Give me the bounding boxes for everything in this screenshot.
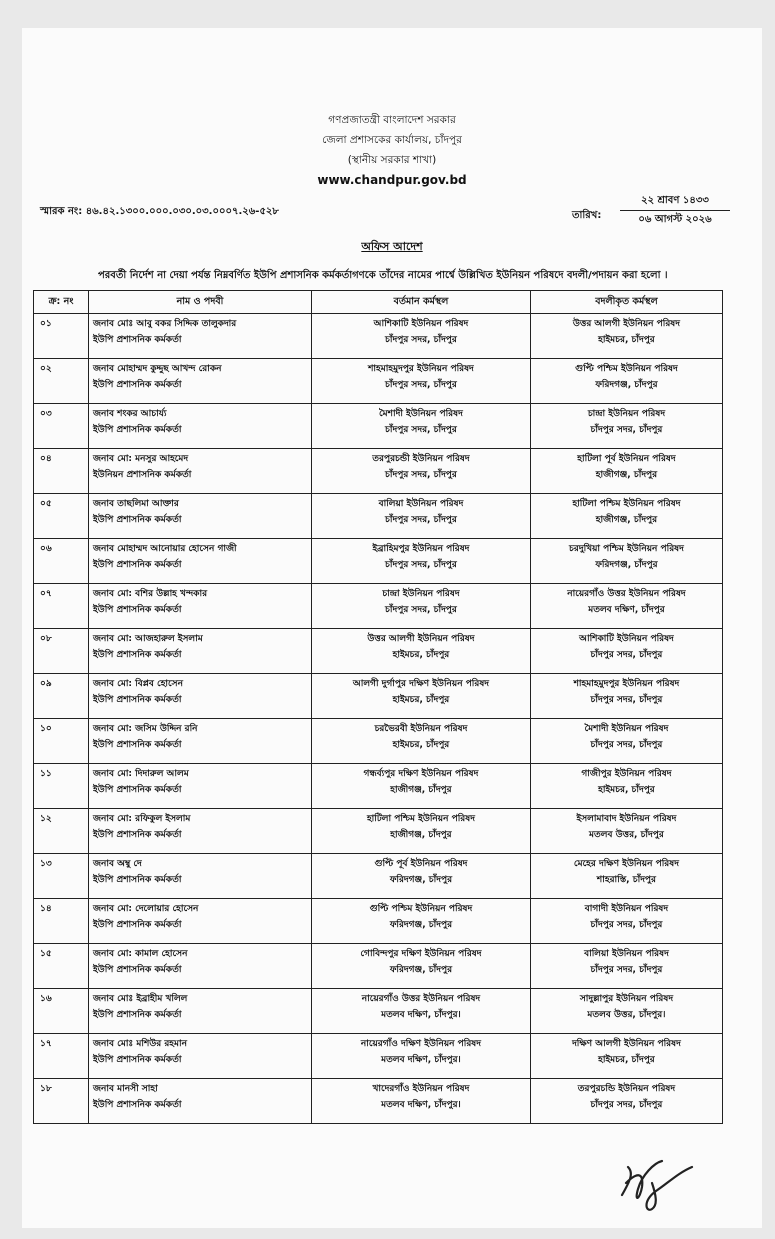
serial-cell bbox=[34, 854, 89, 899]
new-union: ইসলামাবাদ ইউনিয়ন পরিষদ bbox=[576, 814, 677, 824]
new-union: হাটিলা পূর্ব ইউনিয়ন পরিষদ bbox=[577, 454, 676, 464]
new-workplace-cell bbox=[530, 359, 722, 404]
new-union: গুপ্টি পশ্চিম ইউনিয়ন পরিষদ bbox=[575, 364, 678, 374]
new-union: দক্ষিণ আলগী ইউনিয়ন পরিষদ bbox=[572, 1039, 681, 1049]
officer-designation: ইউপি প্রশাসনিক কর্মকর্তা bbox=[93, 1055, 182, 1065]
name-cell bbox=[89, 404, 312, 449]
new-union: মেহের দক্ষিণ ইউনিয়ন পরিষদ bbox=[573, 859, 679, 869]
current-workplace-cell bbox=[312, 719, 531, 764]
new-union: মৈশাদী ইউনিয়ন পরিষদ bbox=[584, 724, 669, 734]
name-cell bbox=[89, 719, 312, 764]
new-union: গাজীপুর ইউনিয়ন পরিষদ bbox=[581, 769, 672, 779]
serial-cell bbox=[34, 629, 89, 674]
new-upazila: হাইমচর, চাঁদপুর bbox=[598, 335, 655, 345]
table-row bbox=[34, 359, 723, 404]
new-workplace-cell bbox=[530, 449, 722, 494]
current-upazila: মতলব দক্ষিণ, চাঁদপুর। bbox=[381, 1055, 461, 1065]
serial-cell bbox=[34, 1034, 89, 1079]
officer-designation: ইউপি প্রশাসনিক কর্মকর্তা bbox=[93, 515, 182, 525]
current-union: তরপুরচন্ডী ইউনিয়ন পরিষদ bbox=[372, 454, 470, 464]
new-workplace-cell bbox=[530, 944, 722, 989]
current-union: মৈশাদী ইউনিয়ন পরিষদ bbox=[379, 409, 463, 419]
current-union: গুপ্টি পূর্ব ইউনিয়ন পরিষদ bbox=[374, 859, 468, 869]
officer-designation: ইউপি প্রশাসনিক কর্মকর্তা bbox=[93, 1010, 182, 1020]
current-upazila: চাঁদপুর সদর, চাঁদপুর bbox=[385, 470, 457, 480]
serial-cell bbox=[34, 404, 89, 449]
website: www.chandpur.gov.bd bbox=[317, 173, 467, 187]
current-upazila: ফরিদগঞ্জ, চাঁদপুর bbox=[389, 920, 453, 930]
table-row bbox=[34, 809, 723, 854]
current-union: চরভৈরবী ইউনিয়ন পরিষদ bbox=[374, 724, 468, 734]
current-workplace-cell bbox=[312, 989, 531, 1034]
new-upazila: হাজীগঞ্জ, চাঁদপুর bbox=[595, 470, 658, 480]
officer-designation: ইউপি প্রশাসনিক কর্মকর্তা bbox=[93, 785, 182, 795]
new-workplace-cell bbox=[530, 899, 722, 944]
name-cell bbox=[89, 629, 312, 674]
new-union: চরদুখিয়া পশ্চিম ইউনিয়ন পরিষদ bbox=[569, 544, 684, 554]
new-upazila: চাঁদপুর সদর, চাঁদপুর bbox=[590, 650, 663, 660]
current-union: আশিকাটি ইউনিয়ন পরিষদ bbox=[373, 319, 469, 329]
name-cell bbox=[89, 989, 312, 1034]
current-union: নায়েরগাঁও দক্ষিণ ইউনিয়ন পরিষদ bbox=[360, 1039, 481, 1049]
col-new-workplace: বদলীকৃত কর্মস্থল bbox=[530, 291, 722, 314]
serial-number: ০৬ bbox=[40, 544, 52, 554]
current-union: বালিয়া ইউনিয়ন পরিষদ bbox=[378, 499, 464, 509]
current-workplace-cell bbox=[312, 809, 531, 854]
officer-name: জনাব মো: বিপ্লব হোসেন bbox=[93, 679, 183, 689]
serial-number: ১১ bbox=[40, 769, 52, 779]
serial-number: ০৪ bbox=[40, 454, 52, 464]
govt-name: গণপ্রজাতন্ত্রী বাংলাদেশ সরকার bbox=[328, 114, 456, 126]
table-row bbox=[34, 944, 723, 989]
name-cell bbox=[89, 539, 312, 584]
current-workplace-cell bbox=[312, 494, 531, 539]
new-workplace-cell bbox=[530, 809, 722, 854]
current-workplace-cell bbox=[312, 1034, 531, 1079]
name-cell bbox=[89, 944, 312, 989]
current-union: উত্তর আলগী ইউনিয়ন পরিষদ bbox=[367, 634, 475, 644]
branch-name: (স্থানীয় সরকার শাখা) bbox=[347, 154, 437, 166]
name-cell bbox=[89, 854, 312, 899]
current-union: নায়েরগাঁও উত্তর ইউনিয়ন পরিষদ bbox=[361, 994, 481, 1004]
serial-number: ০১ bbox=[40, 319, 52, 329]
serial-cell bbox=[34, 1079, 89, 1124]
officer-name: জনাব মো: রফিকুল ইসলাম bbox=[93, 814, 191, 824]
letterhead bbox=[22, 110, 762, 190]
new-union: চান্দ্রা ইউনিয়ন পরিষদ bbox=[587, 409, 666, 419]
new-workplace-cell bbox=[530, 989, 722, 1034]
officer-designation: ইউপি প্রশাসনিক কর্মকর্তা bbox=[93, 965, 182, 975]
name-cell bbox=[89, 449, 312, 494]
table-header-row bbox=[34, 291, 723, 314]
officer-designation: ইউপি প্রশাসনিক কর্মকর্তা bbox=[93, 920, 182, 930]
current-union: খাদেরগাঁও ইউনিয়ন পরিষদ bbox=[372, 1084, 470, 1094]
serial-number: ০৫ bbox=[40, 499, 52, 509]
officer-designation: ইউপি প্রশাসনিক কর্মকর্তা bbox=[93, 650, 182, 660]
officer-name: জনাব মোঃ ইব্রাহীম খলিল bbox=[93, 994, 188, 1004]
serial-number: ০৩ bbox=[40, 409, 52, 419]
current-union: গন্ধর্ব্যপুর দক্ষিণ ইউনিয়ন পরিষদ bbox=[363, 769, 479, 779]
table-row bbox=[34, 854, 723, 899]
officer-designation: ইউপি প্রশাসনিক কর্মকর্তা bbox=[93, 740, 182, 750]
current-workplace-cell bbox=[312, 854, 531, 899]
officer-name: জনাব অম্বু দে bbox=[93, 859, 142, 869]
new-workplace-cell bbox=[530, 719, 722, 764]
officer-designation: ইউপি প্রশাসনিক কর্মকর্তা bbox=[93, 560, 182, 570]
new-union: শাহমাহমুদপুর ইউনিয়ন পরিষদ bbox=[573, 679, 680, 689]
officer-designation: ইউপি প্রশাসনিক কর্মকর্তা bbox=[93, 335, 182, 345]
table-row bbox=[34, 1079, 723, 1124]
officer-name: জনাব মো: আজহারুল ইসলাম bbox=[93, 634, 203, 644]
officer-name: জনাব মানসী সাহা bbox=[93, 1084, 158, 1094]
serial-number: ১০ bbox=[40, 724, 52, 734]
memo-number: স্মারক নং: ৪৬.৪২.১৩০০.০০০.০৩০.০৩.০০০৭.২৬-৫২৮ bbox=[40, 206, 279, 217]
new-workplace-cell bbox=[530, 314, 722, 359]
officer-designation: ইউপি প্রশাসনিক কর্মকর্তা bbox=[93, 425, 182, 435]
serial-cell bbox=[34, 899, 89, 944]
serial-cell bbox=[34, 449, 89, 494]
officer-name: জনাব মো: মনসুর আহমেদ bbox=[93, 454, 189, 464]
name-cell bbox=[89, 584, 312, 629]
serial-number: ১৫ bbox=[40, 949, 52, 959]
new-union: বালিয়া ইউনিয়ন পরিষদ bbox=[584, 949, 669, 959]
current-union: ইব্রাহিমপুর ইউনিয়ন পরিষদ bbox=[372, 544, 470, 554]
table-row bbox=[34, 449, 723, 494]
serial-cell bbox=[34, 584, 89, 629]
name-cell bbox=[89, 674, 312, 719]
serial-cell bbox=[34, 719, 89, 764]
table-row bbox=[34, 764, 723, 809]
current-upazila: মতলব দক্ষিণ, চাঁদপুর। bbox=[381, 1100, 461, 1110]
new-upazila: চাঁদপুর সদর, চাঁদপুর bbox=[590, 695, 663, 705]
new-union: আশিকাটি ইউনিয়ন পরিষদ bbox=[579, 634, 674, 644]
current-upazila: হাইমচর, চাঁদপুর bbox=[392, 740, 450, 750]
serial-number: ১৪ bbox=[40, 904, 52, 914]
col-serial: ক্র: নং bbox=[34, 291, 89, 314]
current-upazila: মতলব দক্ষিণ, চাঁদপুর। bbox=[381, 1010, 461, 1020]
new-workplace-cell bbox=[530, 404, 722, 449]
date-block bbox=[620, 192, 730, 229]
current-workplace-cell bbox=[312, 944, 531, 989]
new-workplace-cell bbox=[530, 584, 722, 629]
table-row bbox=[34, 494, 723, 539]
new-workplace-cell bbox=[530, 674, 722, 719]
new-workplace-cell bbox=[530, 764, 722, 809]
officer-name: জনাব মোঃ মশিউর রহমান bbox=[93, 1039, 188, 1049]
new-upazila: মতলব দক্ষিণ, চাঁদপুর bbox=[588, 605, 665, 615]
officer-name: জনাব মোঃ আবু বকর সিদ্দিক তালুকদার bbox=[93, 319, 237, 329]
new-upazila: চাঁদপুর সদর, চাঁদপুর bbox=[590, 740, 663, 750]
signature bbox=[612, 1143, 702, 1213]
current-upazila: চাঁদপুর সদর, চাঁদপুর bbox=[385, 335, 457, 345]
officer-designation: ইউপি প্রশাসনিক কর্মকর্তা bbox=[93, 380, 182, 390]
new-workplace-cell bbox=[530, 854, 722, 899]
officer-name: জনাব মো: দেলোয়ার হোসেন bbox=[93, 904, 199, 914]
current-union: হাটিলা পশ্চিম ইউনিয়ন পরিষদ bbox=[366, 814, 475, 824]
table-row bbox=[34, 629, 723, 674]
document-title: অফিস আদেশ bbox=[361, 240, 423, 253]
current-upazila: চাঁদপুর সদর, চাঁদপুর bbox=[385, 560, 457, 570]
transfer-table bbox=[33, 290, 723, 1124]
table-row bbox=[34, 719, 723, 764]
intro-paragraph: পরবর্তী নির্দেশ না দেয়া পর্যন্ত নিম্নবর্ণিত ইউপি প্রশাসনিক কর্মকর্তাগণকে তাঁদের নামের পার্শ্বে উল্লিখিত ইউনিয়ন পরিষদে বদলী/পদায়ন করা হলো । bbox=[98, 270, 668, 281]
serial-cell bbox=[34, 944, 89, 989]
current-union: গোবিন্দপুর দক্ষিণ ইউনিয়ন পরিষদ bbox=[360, 949, 482, 959]
new-upazila: মতলব উত্তর, চাঁদপুর bbox=[589, 830, 664, 840]
officer-name: জনাব তাছলিমা আক্তার bbox=[93, 499, 179, 509]
table-row bbox=[34, 899, 723, 944]
table-row bbox=[34, 584, 723, 629]
serial-cell bbox=[34, 674, 89, 719]
name-cell bbox=[89, 1079, 312, 1124]
name-cell bbox=[89, 359, 312, 404]
current-workplace-cell bbox=[312, 764, 531, 809]
serial-cell bbox=[34, 359, 89, 404]
serial-cell bbox=[34, 314, 89, 359]
name-cell bbox=[89, 1034, 312, 1079]
current-workplace-cell bbox=[312, 539, 531, 584]
serial-cell bbox=[34, 539, 89, 584]
new-upazila: হাজীগঞ্জ, চাঁদপুর bbox=[595, 515, 658, 525]
current-union: শাহমাহমুদপুর ইউনিয়ন পরিষদ bbox=[368, 364, 474, 374]
new-workplace-cell bbox=[530, 1034, 722, 1079]
col-name: নাম ও পদবী bbox=[89, 291, 312, 314]
new-union: তরপুরচন্ডি ইউনিয়ন পরিষদ bbox=[577, 1084, 676, 1094]
serial-cell bbox=[34, 809, 89, 854]
current-workplace-cell bbox=[312, 449, 531, 494]
serial-number: ১৭ bbox=[40, 1039, 52, 1049]
serial-number: ১৩ bbox=[40, 859, 52, 869]
officer-designation: ইউপি প্রশাসনিক কর্মকর্তা bbox=[93, 875, 182, 885]
new-workplace-cell bbox=[530, 1079, 722, 1124]
current-workplace-cell bbox=[312, 1079, 531, 1124]
current-workplace-cell bbox=[312, 899, 531, 944]
officer-name: জনাব শংকর আচার্য্য bbox=[93, 409, 167, 419]
new-union: বাগাদী ইউনিয়ন পরিষদ bbox=[584, 904, 669, 914]
current-workplace-cell bbox=[312, 674, 531, 719]
new-workplace-cell bbox=[530, 494, 722, 539]
current-upazila: হাইমচর, চাঁদপুর bbox=[392, 695, 450, 705]
new-upazila: হাইমচর, চাঁদপুর bbox=[598, 785, 655, 795]
col-current-workplace: বর্তমান কর্মস্থল bbox=[312, 291, 531, 314]
officer-designation: ইউপি প্রশাসনিক কর্মকর্তা bbox=[93, 1100, 182, 1110]
current-workplace-cell bbox=[312, 404, 531, 449]
officer-designation: ইউপি প্রশাসনিক কর্মকর্তা bbox=[93, 695, 182, 705]
officer-name: জনাব মো: কামাল হোসেন bbox=[93, 949, 188, 959]
new-upazila: হাইমচর, চাঁদপুর bbox=[598, 1055, 655, 1065]
name-cell bbox=[89, 764, 312, 809]
officer-name: জনাব মো: জসিম উদ্দিন রনি bbox=[93, 724, 198, 734]
new-upazila: চাঁদপুর সদর, চাঁদপুর bbox=[590, 965, 663, 975]
current-union: গুপ্টি পশ্চিম ইউনিয়ন পরিষদ bbox=[369, 904, 473, 914]
new-upazila: শাহরাস্তি, চাঁদপুর bbox=[596, 875, 656, 885]
new-union: সাদুল্লাপুর ইউনিয়ন পরিষদ bbox=[579, 994, 674, 1004]
serial-number: ১৬ bbox=[40, 994, 52, 1004]
officer-designation: ইউপি প্রশাসনিক কর্মকর্তা bbox=[93, 830, 182, 840]
current-upazila: চাঁদপুর সদর, চাঁদপুর bbox=[385, 425, 457, 435]
current-workplace-cell bbox=[312, 314, 531, 359]
new-upazila: চাঁদপুর সদর, চাঁদপুর bbox=[590, 425, 663, 435]
serial-number: ০৭ bbox=[40, 589, 52, 599]
serial-number: ১৮ bbox=[40, 1084, 52, 1094]
name-cell bbox=[89, 494, 312, 539]
name-cell bbox=[89, 899, 312, 944]
new-union: হাটিলা পশ্চিম ইউনিয়ন পরিষদ bbox=[572, 499, 681, 509]
current-union: আলগী দুর্গাপুর দক্ষিণ ইউনিয়ন পরিষদ bbox=[352, 679, 490, 689]
current-workplace-cell bbox=[312, 629, 531, 674]
serial-cell bbox=[34, 494, 89, 539]
serial-number: ০৮ bbox=[40, 634, 52, 644]
table-row bbox=[34, 989, 723, 1034]
new-workplace-cell bbox=[530, 539, 722, 584]
table-row bbox=[34, 539, 723, 584]
new-upazila: চাঁদপুর সদর, চাঁদপুর bbox=[590, 920, 663, 930]
current-upazila: হাজীগঞ্জ, চাঁদপুর bbox=[390, 830, 452, 840]
new-workplace-cell bbox=[530, 629, 722, 674]
officer-designation: ইউপি প্রশাসনিক কর্মকর্তা bbox=[93, 605, 182, 615]
current-upazila: ফরিদগঞ্জ, চাঁদপুর bbox=[389, 965, 453, 975]
date-bangla: ২২ শ্রাবণ ১৪৩৩ bbox=[620, 192, 730, 211]
new-union: উত্তর আলগী ইউনিয়ন পরিষদ bbox=[572, 319, 680, 329]
current-upazila: হাজীগঞ্জ, চাঁদপুর bbox=[390, 785, 452, 795]
current-workplace-cell bbox=[312, 359, 531, 404]
name-cell bbox=[89, 314, 312, 359]
current-upazila: হাইমচর, চাঁদপুর bbox=[392, 650, 450, 660]
serial-cell bbox=[34, 764, 89, 809]
new-upazila: ফরিদগঞ্জ, চাঁদপুর bbox=[595, 380, 658, 390]
name-cell bbox=[89, 809, 312, 854]
table-row bbox=[34, 674, 723, 719]
current-workplace-cell bbox=[312, 584, 531, 629]
new-upazila: মতলব উত্তর, চাঁদপুর। bbox=[587, 1010, 666, 1020]
serial-cell bbox=[34, 989, 89, 1034]
officer-name: জনাব মোহাম্মদ কুদ্দুছ আখন্দ রোকন bbox=[93, 364, 222, 374]
table-row bbox=[34, 314, 723, 359]
officer-name: জনাব মোহাম্মদ আনোয়ার হোসেন গাজী bbox=[93, 544, 237, 554]
office-name: জেলা প্রশাসকের কার্যালয়, চাঁদপুর bbox=[322, 134, 462, 146]
serial-number: ১২ bbox=[40, 814, 52, 824]
current-upazila: চাঁদপুর সদর, চাঁদপুর bbox=[385, 515, 457, 525]
current-union: চান্দ্রা ইউনিয়ন পরিষদ bbox=[382, 589, 460, 599]
officer-name: জনাব মো: বশির উল্লাহ খন্দকার bbox=[93, 589, 208, 599]
officer-designation: ইউনিয়ন প্রশাসনিক কর্মকর্তা bbox=[93, 470, 192, 480]
new-upazila: ফরিদগঞ্জ, চাঁদপুর bbox=[595, 560, 658, 570]
new-upazila: চাঁদপুর সদর, চাঁদপুর bbox=[590, 1100, 663, 1110]
current-upazila: ফরিদগঞ্জ, চাঁদপুর bbox=[389, 875, 453, 885]
serial-number: ০৯ bbox=[40, 679, 52, 689]
table-row bbox=[34, 1034, 723, 1079]
table-row bbox=[34, 404, 723, 449]
officer-name: জনাব মো: দিদারুল আলম bbox=[93, 769, 189, 779]
new-union: নায়েরগাঁও উত্তর ইউনিয়ন পরিষদ bbox=[567, 589, 686, 599]
current-upazila: চাঁদপুর সদর, চাঁদপুর bbox=[385, 380, 457, 390]
date-english: ০৬ আগস্ট ২০২৬ bbox=[638, 214, 712, 225]
serial-number: ০২ bbox=[40, 364, 52, 374]
date-label: তারিখ: bbox=[572, 210, 602, 221]
current-upazila: চাঁদপুর সদর, চাঁদপুর bbox=[385, 605, 457, 615]
